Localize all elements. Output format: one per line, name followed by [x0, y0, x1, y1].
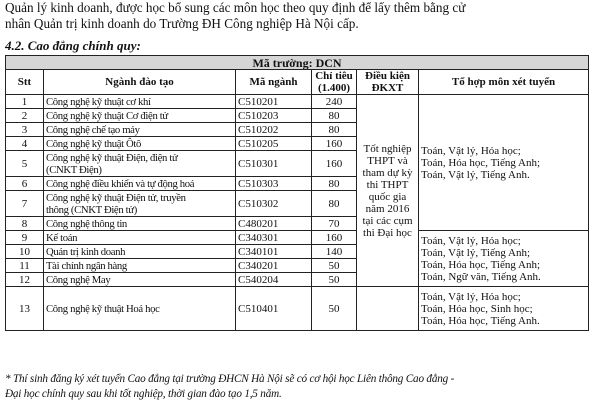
table-row	[6, 287, 589, 331]
dieu-kien-cell	[357, 95, 419, 287]
header-to-hop: Tổ hợp môn xét tuyển	[419, 70, 589, 95]
row-nganh	[44, 151, 236, 177]
combo-cell-a	[419, 95, 589, 231]
intro-paragraph	[5, 0, 590, 31]
header-ma-nganh: Mã ngành	[236, 70, 312, 95]
row-chi-tieu: 50	[312, 273, 357, 287]
row-ma-nganh: C340201	[236, 259, 312, 273]
row-nganh: Công nghệ kỹ thuật Hoá học	[44, 287, 236, 331]
table-row	[6, 95, 589, 109]
row-ma-nganh: C510202	[236, 123, 312, 137]
header-nganh: Ngành đào tạo	[44, 70, 236, 95]
row-nganh: Công nghệ kỹ thuật Cơ điện tử	[44, 109, 236, 123]
footnote-line-1: * Thí sinh đăng ký xét tuyển Cao đẳng tại trường ĐHCN Hà Nội sẽ có cơ hội học Liên thông Cao đẳng -	[5, 373, 455, 385]
row-nganh: Tài chính ngân hàng	[44, 259, 236, 273]
combo-line: Toán, Ngữ văn, Tiếng Anh.	[421, 270, 541, 283]
row-chi-tieu: 140	[312, 245, 357, 259]
row-nganh: Công nghệ thông tin	[44, 217, 236, 231]
row-nganh-line-1: Công nghệ kỹ thuật Điện, điện tử	[46, 151, 178, 164]
row-nganh: Kế toán	[44, 231, 236, 245]
combo-line: Toán, Hóa học, Tiếng Anh;	[421, 258, 541, 271]
row-chi-tieu: 70	[312, 217, 357, 231]
header-dkxt: ĐKXT	[371, 82, 404, 94]
dk-line: tham dự kỳ	[362, 166, 413, 179]
row-stt: 11	[6, 259, 44, 273]
footnote	[5, 372, 590, 401]
row-nganh: Công nghệ kỹ thuật Ôtô	[44, 137, 236, 151]
header-dieu-kien	[357, 70, 419, 95]
row-ma-nganh: C510301	[236, 151, 312, 177]
school-code-row	[6, 56, 589, 70]
header-stt: Stt	[6, 70, 44, 95]
dk-line: quốc gia	[368, 190, 407, 203]
row-stt: 3	[6, 123, 44, 137]
row-nganh-line-2: (CNKT Điện)	[46, 163, 102, 176]
row-nganh	[44, 191, 236, 217]
row-ma-nganh: C510401	[236, 287, 312, 331]
row-nganh: Công nghệ chế tạo máy	[44, 123, 236, 137]
combo-line: Toán, Vật lý, Hóa học;	[421, 290, 521, 303]
header-chi-tieu-total: (1.400)	[317, 82, 351, 94]
intro-line-2: nhân Quản trị kinh doanh do Trường ĐH Công nghiệp Hà Nội cấp.	[5, 15, 359, 31]
row-stt: 4	[6, 137, 44, 151]
row-stt: 9	[6, 231, 44, 245]
dk-line: Tốt nghiệp	[363, 142, 412, 155]
row-stt: 7	[6, 191, 44, 217]
footnote-line-2: Đại học chính quy sau khi tốt nghiệp, thời gian đào tạo 1,5 năm.	[5, 387, 282, 400]
row-chi-tieu: 160	[312, 151, 357, 177]
row-chi-tieu: 50	[312, 287, 357, 331]
header-chi-tieu-label: Chỉ tiêu	[315, 70, 353, 82]
dk-line: THPT và	[367, 154, 408, 167]
row-ma-nganh: C510303	[236, 177, 312, 191]
intro-line-1: Quản lý kinh doanh, được học bổ sung các môn học theo quy định để lấy thêm bằng cử	[5, 0, 466, 15]
row-nganh-line-2: thông (CNKT Điện tử)	[46, 203, 137, 216]
row-ma-nganh: C510201	[236, 95, 312, 109]
combo-line: Toán, Hóa học, Tiếng Anh;	[421, 156, 541, 169]
row-nganh: Công nghệ kỹ thuật cơ khí	[44, 95, 236, 109]
row-nganh: Công nghệ điều khiển và tự động hoá	[44, 177, 236, 191]
section-title: 4.2. Cao đẳng chính quy:	[5, 38, 141, 53]
row-stt: 10	[6, 245, 44, 259]
row-ma-nganh: C540204	[236, 273, 312, 287]
combo-line: Toán, Vật lý, Hóa học;	[421, 144, 521, 157]
row-stt: 12	[6, 273, 44, 287]
row-stt: 5	[6, 151, 44, 177]
combo-line: Toán, Vật lý, Tiếng Anh.	[421, 168, 530, 181]
dieu-kien-empty	[357, 287, 419, 331]
row-ma-nganh: C510205	[236, 137, 312, 151]
row-chi-tieu: 80	[312, 123, 357, 137]
row-chi-tieu: 80	[312, 109, 357, 123]
row-chi-tieu: 160	[312, 137, 357, 151]
combo-line: Toán, Hóa học, Sinh học;	[421, 302, 533, 315]
admission-table	[5, 55, 589, 331]
row-stt: 8	[6, 217, 44, 231]
dk-line: năm 2016	[365, 202, 410, 215]
row-nganh-line-1: Công nghệ kỹ thuật Điện tử, truyền	[46, 191, 186, 204]
row-chi-tieu: 160	[312, 231, 357, 245]
dk-line: tại các cụm	[362, 214, 413, 227]
table-row	[6, 231, 589, 245]
row-stt: 6	[6, 177, 44, 191]
row-ma-nganh: C510203	[236, 109, 312, 123]
header-chi-tieu	[312, 70, 357, 95]
row-nganh: Công nghệ May	[44, 273, 236, 287]
header-row	[6, 70, 589, 95]
dk-line: thi Đại học	[363, 226, 412, 239]
header-dieu-kien-label: Điều kiện	[365, 70, 410, 82]
row-chi-tieu: 50	[312, 259, 357, 273]
row-ma-nganh: C340301	[236, 231, 312, 245]
row-stt: 13	[6, 287, 44, 331]
dk-line: thi THPT	[366, 178, 409, 191]
combo-line: Toán, Vật lý, Tiếng Anh;	[421, 246, 531, 259]
combo-cell-b	[419, 231, 589, 287]
combo-line: Toán, Vật lý, Hóa học;	[421, 234, 521, 247]
row-ma-nganh: C480201	[236, 217, 312, 231]
row-chi-tieu: 240	[312, 95, 357, 109]
combo-line: Toán, Hóa học, Tiếng Anh.	[421, 314, 540, 327]
row-chi-tieu: 80	[312, 177, 357, 191]
combo-cell-c	[419, 287, 589, 331]
row-nganh: Quản trị kinh doanh	[44, 245, 236, 259]
row-stt: 1	[6, 95, 44, 109]
school-code: Mã trường: DCN	[6, 56, 589, 70]
row-ma-nganh: C510302	[236, 191, 312, 217]
row-chi-tieu: 80	[312, 191, 357, 217]
row-ma-nganh: C340101	[236, 245, 312, 259]
row-stt: 2	[6, 109, 44, 123]
